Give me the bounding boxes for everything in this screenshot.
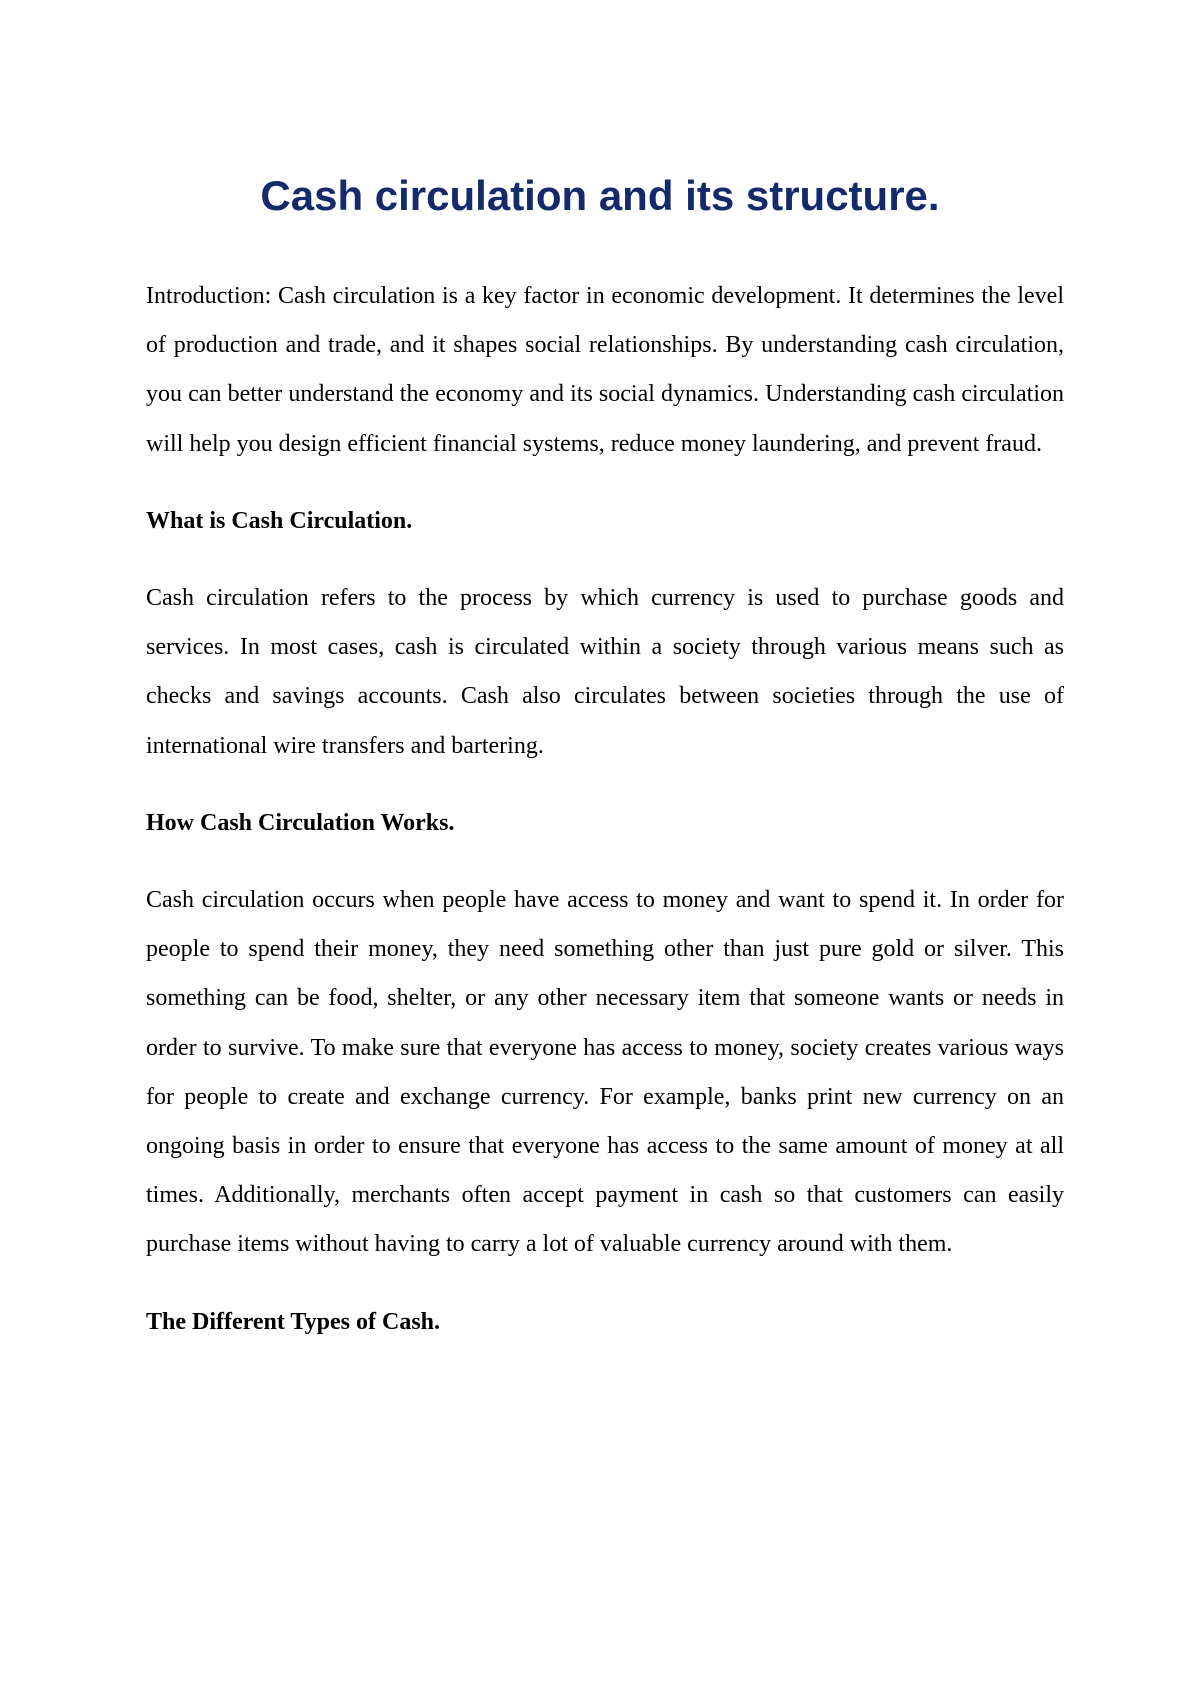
intro-paragraph: Introduction: Cash circulation is a key factor in economic development. It determines the level of production and trade, and it shapes social relationships. By understanding cash circulation, you can better understand the economy and its social dynamics. Understanding cash circulation will help you design efficient financial systems, reduce money laundering, and prevent fraud. — [146, 283, 1064, 457]
what-is-paragraph: Cash circulation refers to the process by which currency is used to purchase goods and services. In most cases, cash is circulated within a society through various means such as checks and savings accounts. Cash also circulates between societies through the use of international wire transfers and bartering. — [146, 585, 1064, 759]
section-heading-what-is: What is Cash Circulation. — [146, 507, 413, 534]
document-body — [146, 272, 1064, 1347]
section-heading-types-of-cash: The Different Types of Cash. — [146, 1308, 440, 1335]
how-it-works-paragraph: Cash circulation occurs when people have access to money and want to spend it. In order for people to spend their money, they need something other than just pure gold or silver. This something can be food, shelter, or any other necessary item that someone wants or needs in order to survive. To make sure that everyone has access to money, society creates various ways for people to create and exchange currency. For example, banks print new currency on an ongoing basis in order to ensure that everyone has access to the same amount of money at all times. Additionally, merchants often accept payment in cash so that customers can easily purchase items without having to carry a lot of valuable currency around with them. — [146, 887, 1064, 1258]
section-heading-how-it-works: How Cash Circulation Works. — [146, 809, 455, 836]
document-title: Cash circulation and its structure. — [260, 172, 940, 219]
